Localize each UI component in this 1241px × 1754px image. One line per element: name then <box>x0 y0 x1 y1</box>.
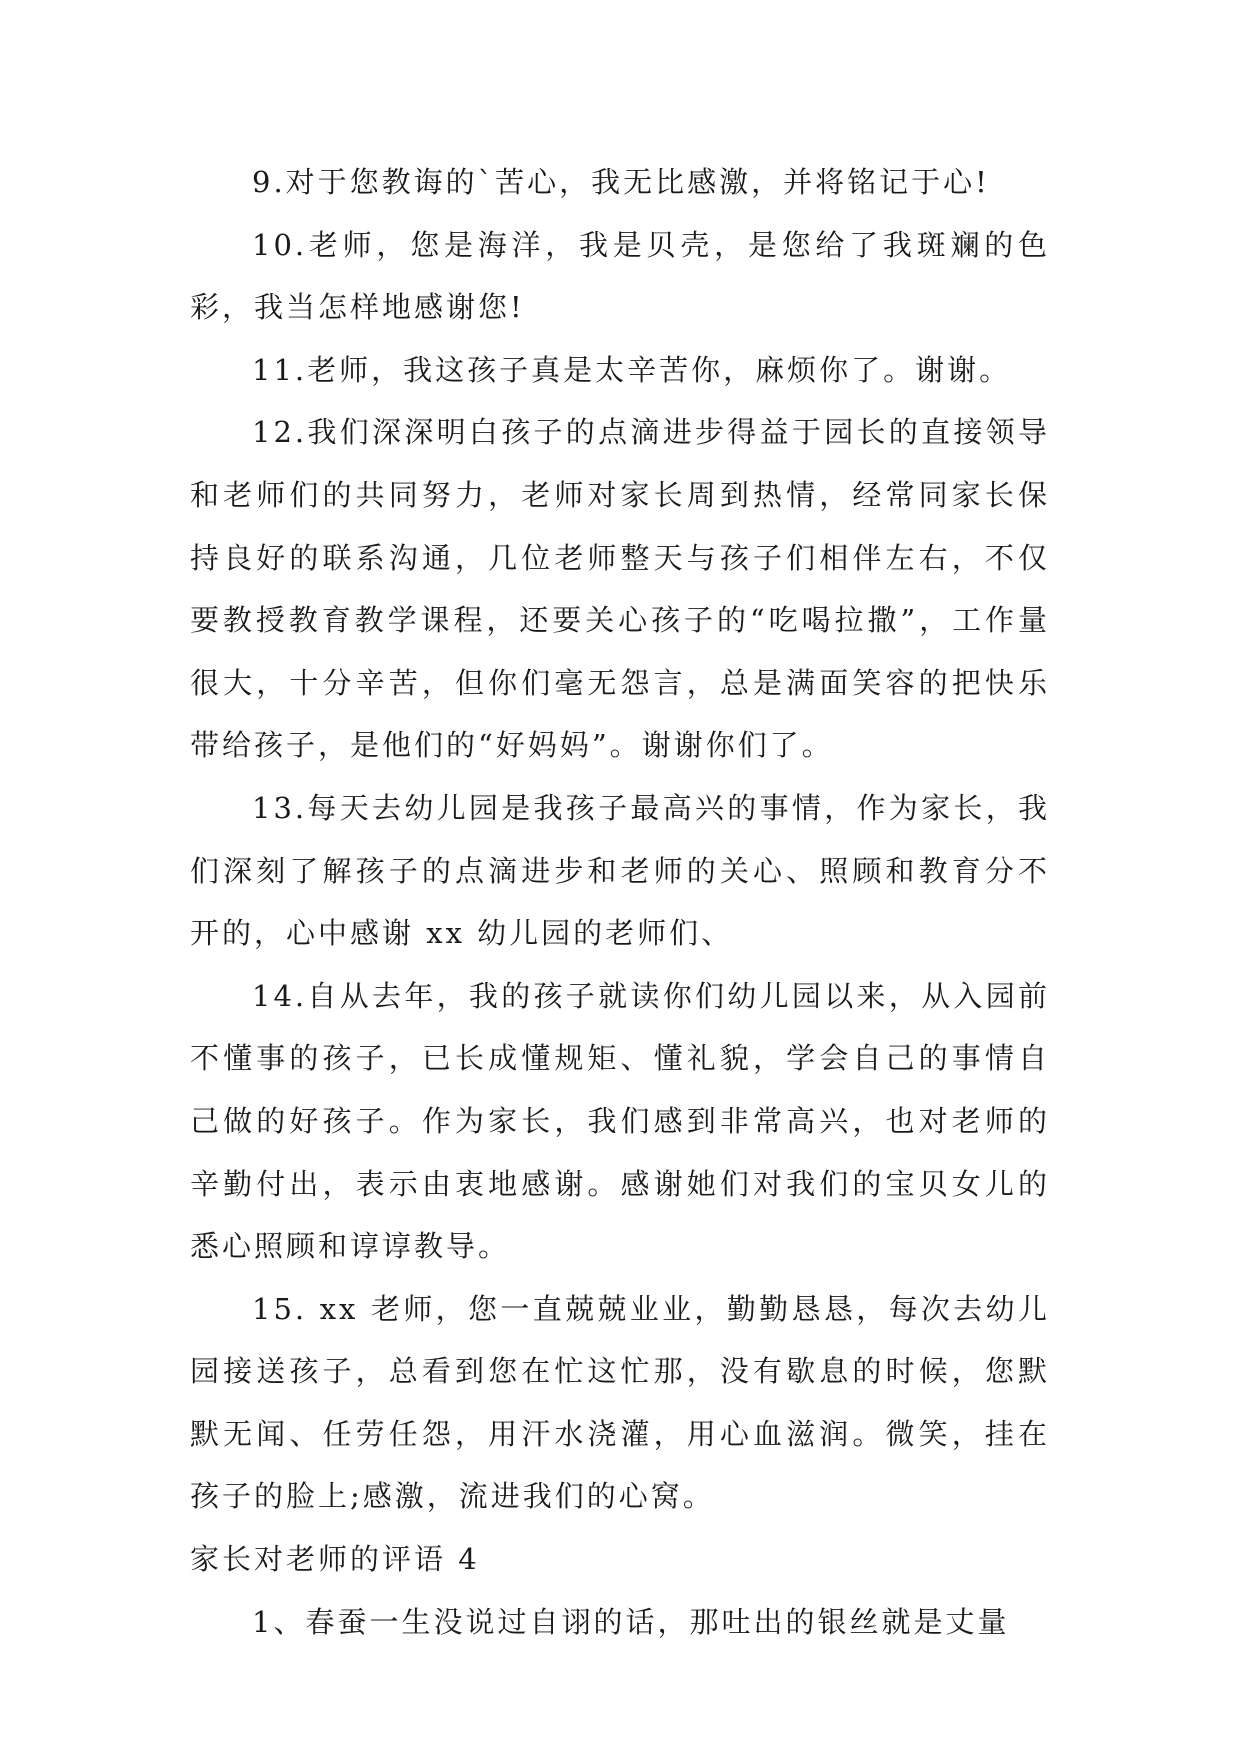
paragraph-item-10: 10.老师，您是海洋，我是贝壳，是您给了我斑斓的色彩，我当怎样地感谢您! <box>190 227 1050 325</box>
paragraph-item-9: 9.对于您教诲的`苦心，我无比感激，并将铭记于心! <box>252 165 990 199</box>
paragraph-item-12: 12.我们深深明白孩子的点滴进步得益于园长的直接领导和老师们的共同努力，老师对家长周到热情，经常同家长保持良好的联系沟通，几位老师整天与孩子们相伴左右，不仅要教授教育教学课程，还要关心孩子的“吃喝拉撒”，工作量很大，十分辛苦，但你们毫无怨言，总是满面笑容的把快乐带给孩子，是他们的“好妈妈”。谢谢你们了。 <box>190 415 1050 763</box>
paragraph-item-1: 1、春蚕一生没说过自诩的话，那吐出的银丝就是丈量 <box>252 1604 1010 1639</box>
paragraph-item-13: 13.每天去幼儿园是我孩子最高兴的事情，作为家长，我们深刻了解孩子的点滴进步和老师的关心、照顾和教育分不开的，心中感谢 xx 幼儿园的老师们、 <box>190 790 1050 951</box>
document-body <box>190 151 1050 1653</box>
section-heading: 家长对老师的评语 4 <box>190 1542 480 1577</box>
paragraph-item-15: 15. xx 老师，您一直兢兢业业，勤勤恳恳，每次去幼儿园接送孩子，总看到您在忙这忙那，没有歇息的时候，您默默无闻、任劳任怨，用汗水浇灌，用心血滋润。微笑，挂在孩子的脸上;感激，流进我们的心窝。 <box>190 1291 1050 1514</box>
paragraph-item-14: 14.自从去年，我的孩子就读你们幼儿园以来，从入园前不懂事的孩子，已长成懂规矩、懂礼貌，学会自己的事情自己做的好孩子。作为家长，我们感到非常高兴，也对老师的辛勤付出，表示由衷地感谢。感谢她们对我们的宝贝女儿的悉心照顾和谆谆教导。 <box>190 978 1050 1264</box>
paragraph-item-11: 11.老师，我这孩子真是太辛苦你，麻烦你了。谢谢。 <box>252 352 1012 387</box>
